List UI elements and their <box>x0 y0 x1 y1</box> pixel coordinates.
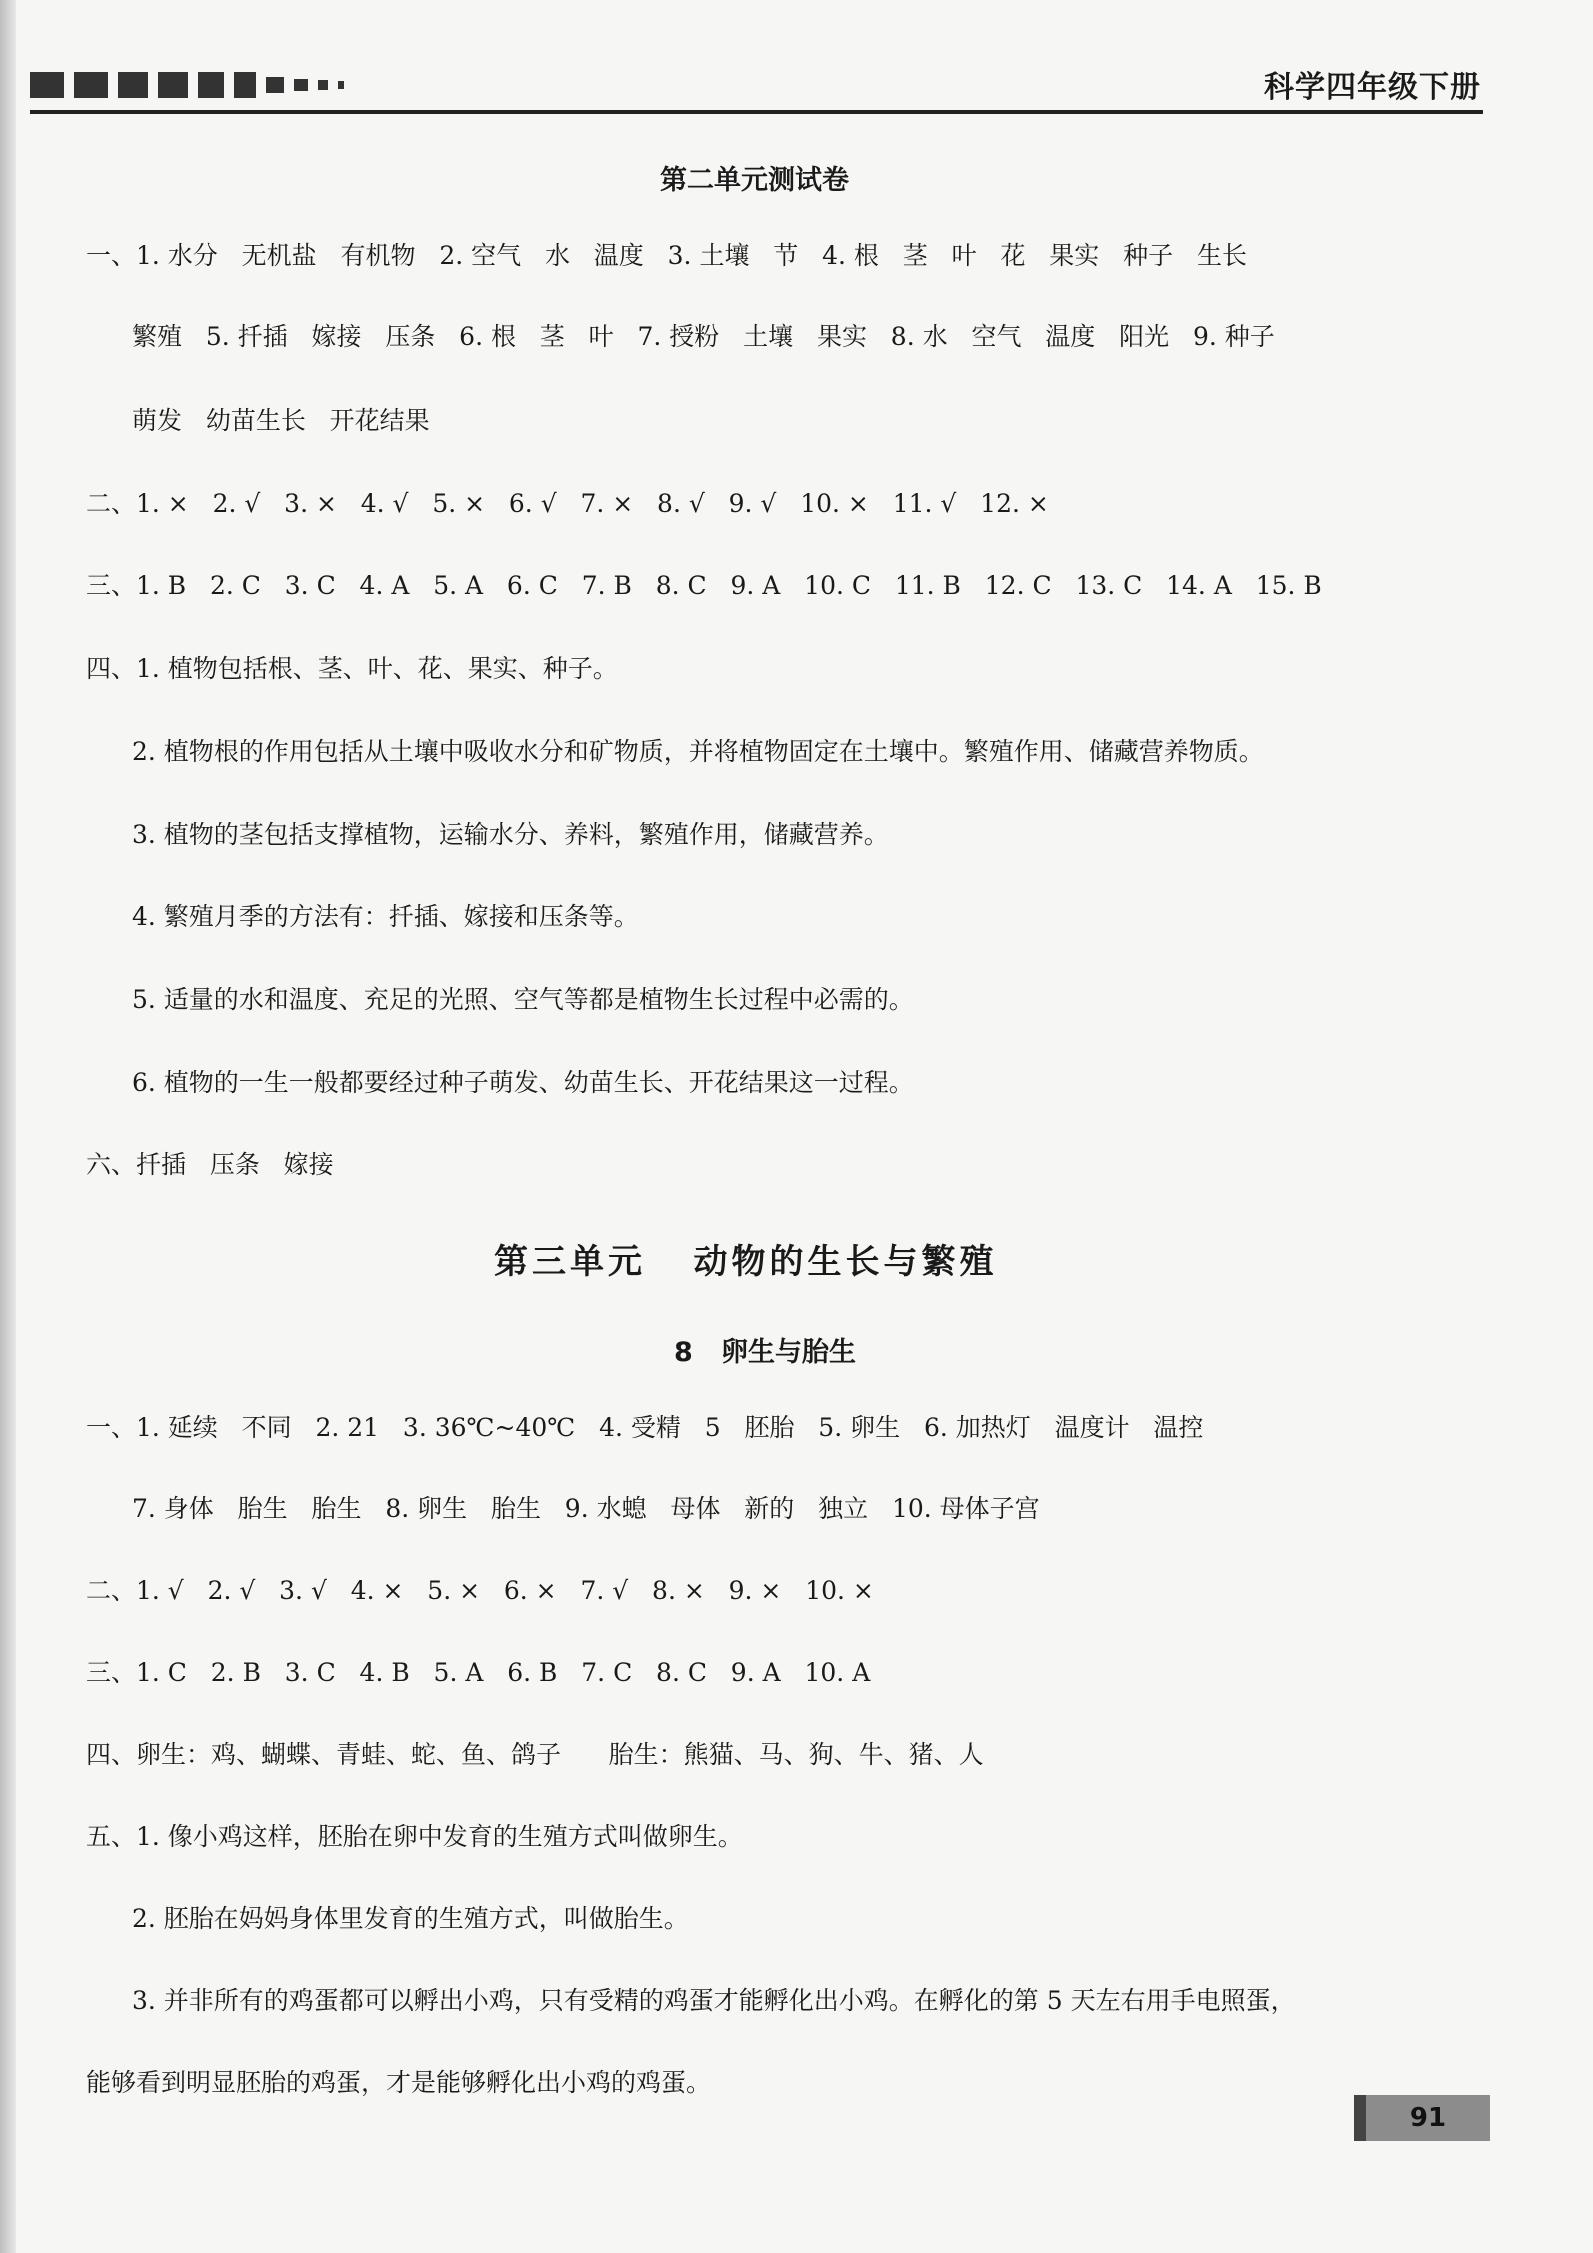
answer-line: 六、扦插 压条 嫁接 <box>86 1150 334 1179</box>
header-rule <box>30 110 1483 114</box>
answer-line: 2. 植物根的作用包括从土壤中吸收水分和矿物质，并将植物固定在土壤中。繁殖作用、储藏营养物质。 <box>132 737 1264 766</box>
answer-line: 3. 植物的茎包括支撑植物，运输水分、养料，繁殖作用，储藏营养。 <box>132 820 889 849</box>
answer-line: 一、1. 延续 不同 2. 21 3. 36℃~40℃ 4. 受精 5 胚胎 5. 卵生 6. 加热灯 温度计 温控 <box>86 1413 1204 1442</box>
page <box>16 0 1593 2253</box>
header-decoration-bars <box>30 70 344 100</box>
lesson-title: 8 卵生与胎生 <box>674 1337 856 1368</box>
answer-line: 四、1. 植物包括根、茎、叶、花、果实、种子。 <box>86 654 618 683</box>
answer-line: 2. 胚胎在妈妈身体里发育的生殖方式，叫做胎生。 <box>132 1904 689 1933</box>
answer-line: 7. 身体 胎生 胎生 8. 卵生 胎生 9. 水螅 母体 新的 独立 10. 母体子宫 <box>132 1494 1040 1523</box>
answer-line: 萌发 幼苗生长 开花结果 <box>132 406 430 435</box>
answer-line: 五、1. 像小鸡这样，胚胎在卵中发育的生殖方式叫做卵生。 <box>86 1822 743 1851</box>
header-title: 科学四年级下册 <box>1264 70 1481 105</box>
page-edge-shadow <box>0 0 16 2253</box>
page-number: 91 <box>1354 2095 1490 2141</box>
section-title: 第二单元测试卷 <box>660 165 849 196</box>
answer-line: 3. 并非所有的鸡蛋都可以孵出小鸡，只有受精的鸡蛋才能孵化出小鸡。在孵化的第 5 天左右用手电照蛋， <box>132 1986 1296 2015</box>
answer-line: 一、1. 水分 无机盐 有机物 2. 空气 水 温度 3. 土壤 节 4. 根 茎 叶 花 果实 种子 生长 <box>86 241 1247 270</box>
answer-line: 二、1. × 2. √ 3. × 4. √ 5. × 6. √ 7. × 8. √ 9. √ 10. × 11. √ 12. × <box>86 489 1049 518</box>
answer-line: 5. 适量的水和温度、充足的光照、空气等都是植物生长过程中必需的。 <box>132 985 914 1014</box>
answer-line: 二、1. √ 2. √ 3. √ 4. × 5. × 6. × 7. √ 8. × 9. × 10. × <box>86 1576 874 1605</box>
answer-line: 三、1. C 2. B 3. C 4. B 5. A 6. B 7. C 8. C 9. A 10. A <box>86 1658 871 1687</box>
answer-line: 三、1. B 2. C 3. C 4. A 5. A 6. C 7. B 8. C 9. A 10. C 11. B 12. C 13. C 14. A 15. B <box>86 571 1322 600</box>
unit-title: 第三单元 动物的生长与繁殖 <box>494 1242 998 1282</box>
answer-line: 4. 繁殖月季的方法有：扦插、嫁接和压条等。 <box>132 902 639 931</box>
answer-line: 繁殖 5. 扦插 嫁接 压条 6. 根 茎 叶 7. 授粉 土壤 果实 8. 水 空气 温度 阳光 9. 种子 <box>132 322 1275 351</box>
answer-line: 四、卵生：鸡、蝴蝶、青蛙、蛇、鱼、鸽子 胎生：熊猫、马、狗、牛、猪、人 <box>86 1740 984 1769</box>
answer-line: 6. 植物的一生一般都要经过种子萌发、幼苗生长、开花结果这一过程。 <box>132 1068 914 1097</box>
answer-line: 能够看到明显胚胎的鸡蛋，才是能够孵化出小鸡的鸡蛋。 <box>86 2068 712 2097</box>
